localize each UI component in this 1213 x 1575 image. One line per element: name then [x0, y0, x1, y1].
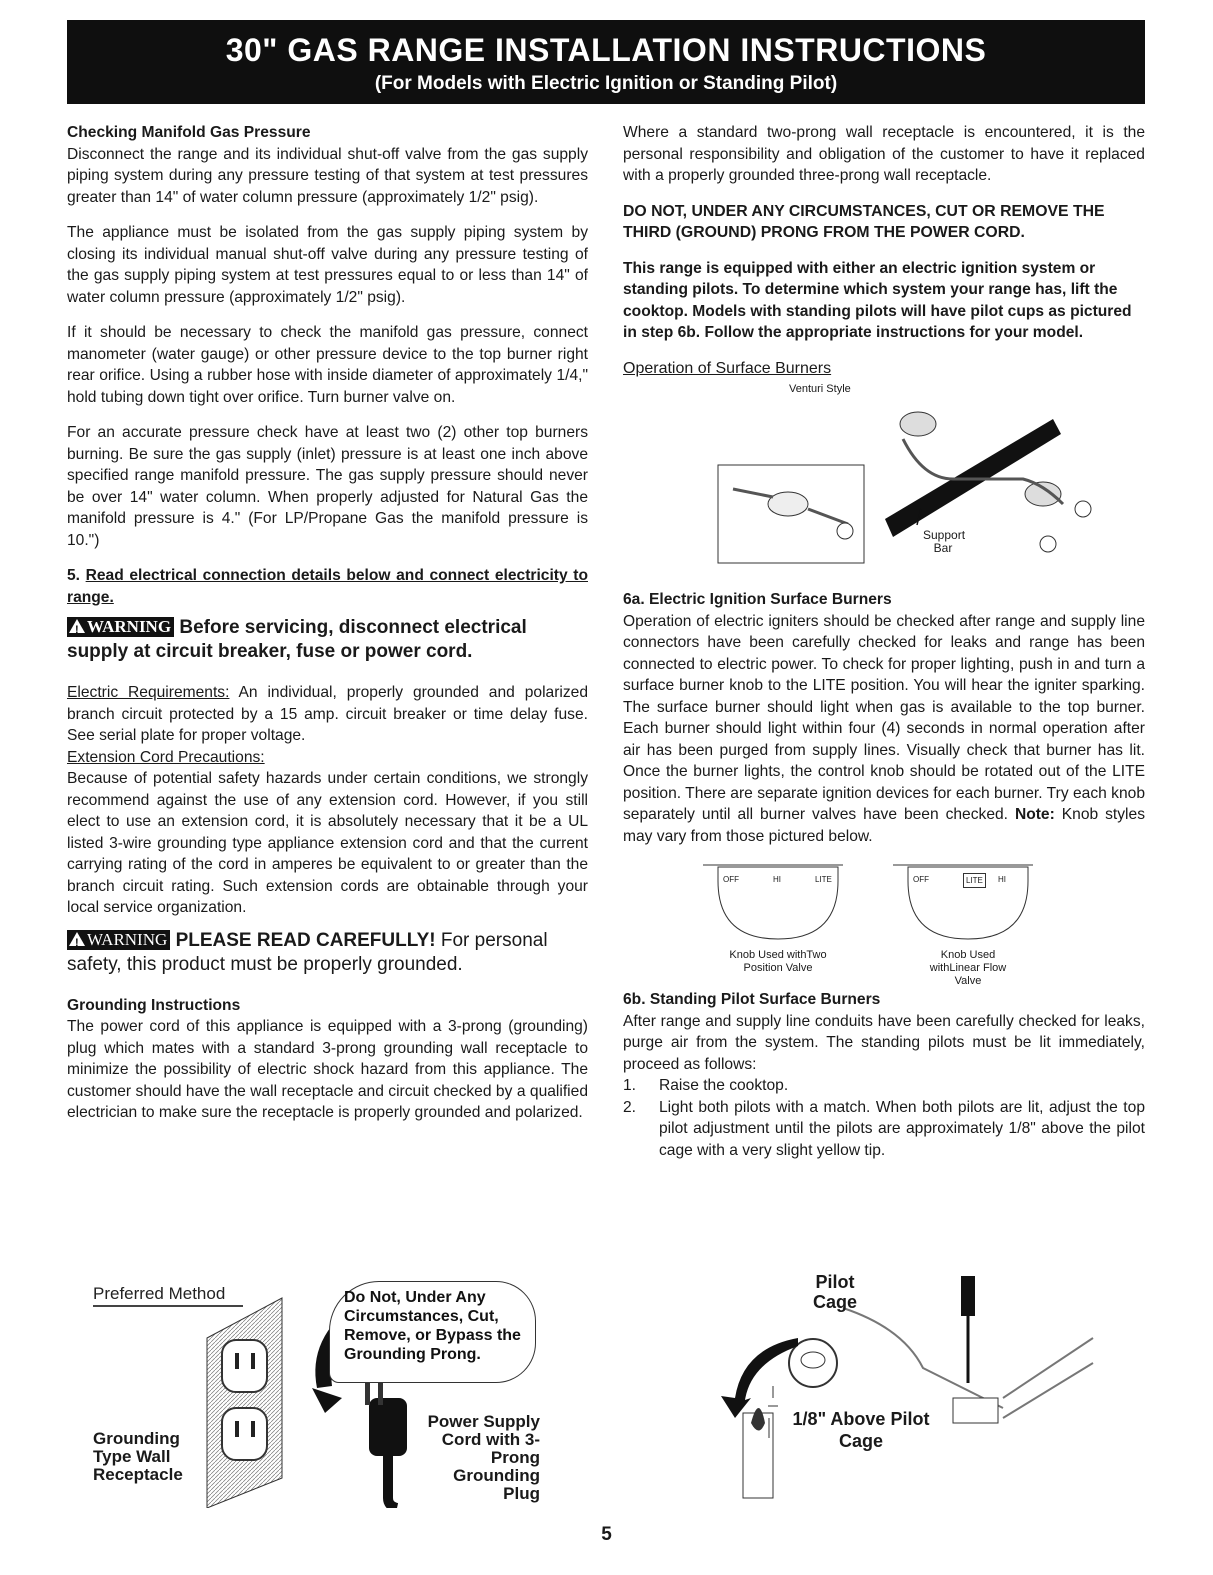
- warning-badge: ! WARNING: [67, 617, 174, 637]
- warning-2-text: For personal safety, this product must be properly grounded.: [67, 929, 548, 975]
- do-not-callout: [329, 1281, 536, 1383]
- paragraph-6a-text: Operation of electric igniters should be checked after range and supply line connectors have been carefully checked for leaks and range has been connected to electric power. To check for proper lighting, push in and turn a surface burner knob to the LITE position. You will hear the igniter sparking. The surface burner should light when gas is available to the top burner. Each burner should light within four (4) seconds in normal operation after air has been purged from supply lines. Visually check that burner has lit. Once the burner lights, the control knob should be rotated out of the LITE position. There are separate ignition devices for each burner. Try each knob separately until all burner valves have been checked.: [623, 612, 1145, 823]
- list-item: 2. Light both pilots with a match. When both pilots are lit, adjust the top pilot adjustment until the pilots are approximately 1/8" above the pilot cage with a very slight yellow tip.: [623, 1098, 1145, 1159]
- burner-figure: [623, 379, 1145, 589]
- knob2-hi: HI: [998, 875, 1006, 884]
- knob2-caption: Knob Used withLinear Flow Valve: [929, 949, 1007, 987]
- warning-triangle-icon: !: [69, 932, 85, 946]
- electric-requirements-text: An individual, properly grounded and polarized branch circuit protected by a 15 amp. circuit breaker or time delay fuse. See serial plate for proper voltage.: [67, 684, 588, 744]
- page-subtitle: (For Models with Electric Ignition or Standing Pilot): [374, 73, 838, 94]
- step-5-number: 5.: [67, 567, 81, 584]
- left-column: [67, 122, 588, 1138]
- page-title: 30" GAS RANGE INSTALLATION INSTRUCTIONS: [225, 32, 987, 68]
- note-text: Knob styles may vary from those pictured below.: [623, 806, 1145, 845]
- manifold-paragraph-2: The appliance must be isolated from the gas supply piping system by closing its individual manual shut-off valve during any pressure testing of the gas supply piping system at test pressures equal to or less than 14" of water column pressure (approximately 1/2" psig).: [67, 224, 588, 306]
- manifold-heading: Checking Manifold Gas Pressure: [67, 124, 311, 141]
- extension-cord-text: Because of potential safety hazards under certain conditions, we strongly recommend against the use of any extension cord. However, if you still elect to use an extension cord, it is absolutely necessary that it be a UL listed 3-wire grounding type appliance extension cord and that the current carrying rating of the cord in amperes be equivalent to or greater than the branch circuit rating. Such extension cords are obtainable through your local service organization.: [67, 770, 588, 916]
- pilot-illustration: [623, 1268, 1145, 1508]
- page-number: 5: [601, 1524, 612, 1545]
- venturi-label: Venturi Style: [789, 383, 851, 395]
- knob1-hi: HI: [773, 875, 781, 884]
- grounding-figure: [67, 1278, 588, 1508]
- knob-illustration: [623, 859, 1145, 989]
- preferred-method-label: Preferred Method: [93, 1284, 226, 1303]
- burner-illustration: [623, 379, 1145, 589]
- support-bar-label: Support Bar: [923, 528, 966, 555]
- step-5-text: Read electrical connection details below and connect electricity to range.: [67, 567, 588, 606]
- extension-cord-label: Extension Cord Precautions:: [67, 748, 265, 766]
- operation-heading: Operation of Surface Burners: [623, 359, 832, 377]
- electric-requirements-label: Electric Requirements:: [67, 684, 230, 701]
- manifold-paragraph-3: If it should be necessary to check the manifold gas pressure, connect manometer (water gauge) or other pressure device to the top burner right rear orifice. Using a rubber hose with inside diameter of approximately 1/4," hold tubing down tight over orifice. Turn burner valve on.: [67, 324, 588, 406]
- manifold-paragraph-1: Disconnect the range and its individual shut-off valve from the gas supply piping system during any pressure testing of that system at test pressures greater than 14" of water column pressure (approximately 1/2" psig).: [67, 145, 588, 206]
- list-item: 1. Raise the cooktop.: [623, 1077, 789, 1094]
- above-pilot-label: 1/8" Above Pilot Cage: [792, 1409, 930, 1451]
- heading-6a: 6a. Electric Ignition Surface Burners: [623, 591, 892, 608]
- heading-6b: 6b. Standing Pilot Surface Burners: [623, 991, 881, 1008]
- knob1-lite: LITE: [815, 875, 832, 884]
- grounding-text: The power cord of this appliance is equipped with a 3-prong (grounding) plug which mates with a standard 3-prong grounding wall receptacle to minimize the possibility of electric shock hazard from this appliance. The customer should have the wall receptacle and circuit checked by a qualified electrician to make sure the receptacle is properly grounded and polarized.: [67, 1018, 588, 1121]
- ignition-system-note: This range is equipped with either an electric ignition system or standing pilots. To determine which system your range has, lift the cooktop. Models with standing pilots will have pilot cups as pictured in step 6b. Follow the appropriate instructions for your model.: [623, 259, 1132, 341]
- paragraph-6a: [623, 611, 1145, 848]
- paragraph-6b: After range and supply line conduits have been carefully checked for leaks, purge air from the system. The standing pilots must be lit immediately, proceed as follows:: [623, 1012, 1145, 1073]
- do-not-text: Do Not, Under Any Circumstances, Cut, Remove, or Bypass the Grounding Prong.: [344, 1289, 521, 1363]
- two-prong-paragraph: Where a standard two-prong wall receptacle is encountered, it is the personal responsibility and obligation of the customer to have it replaced with a properly grounded three-prong wall receptacle.: [623, 124, 1145, 184]
- warning-triangle-icon: !: [69, 619, 85, 633]
- warning-2-bold: PLEASE READ CAREFULLY!: [175, 929, 436, 951]
- right-column: [623, 122, 1145, 1161]
- pilot-cage-label: Pilot Cage: [812, 1272, 857, 1312]
- warning-block-1: [67, 616, 588, 664]
- electric-requirements: [67, 682, 588, 747]
- warning-1-text: Before servicing, disconnect electrical supply at circuit breaker, fuse or power cord.: [67, 617, 527, 662]
- knob1-off: OFF: [723, 875, 739, 884]
- manifold-paragraph-4: For an accurate pressure check have at least two (2) other top burners burning. Be sure the gas supply (inlet) pressure is at least one inch above specified range manifold pressure. The gas supply pressure should never be over 14" water column. When properly adjusted for Natural Gas the manifold pressure is 4." (For LP/Propane Gas the manifold pressure is 10."): [67, 424, 588, 549]
- step-5: [67, 565, 588, 608]
- knob1-caption: Knob Used withTwo Position Valve: [729, 949, 827, 974]
- warning-badge: ! WARNING: [67, 930, 170, 950]
- plug-label: Power Supply Cord with 3-Prong Grounding Plug: [427, 1412, 540, 1503]
- knob2-off: OFF: [913, 875, 929, 884]
- do-not-cut-warning: DO NOT, UNDER ANY CIRCUMSTANCES, CUT OR REMOVE THE THIRD (GROUND) PRONG FROM THE POWER CORD.: [623, 202, 1105, 241]
- note-label: Note:: [1014, 806, 1055, 823]
- knob-figure: [623, 859, 1145, 989]
- grounding-heading: Grounding Instructions: [67, 996, 241, 1014]
- warning-block-2: [67, 929, 588, 977]
- pilot-figure: [623, 1268, 1145, 1508]
- receptacle-label: Grounding Type Wall Receptacle: [93, 1429, 183, 1484]
- title-banner: [67, 20, 1145, 104]
- pilot-steps: [623, 1075, 1145, 1161]
- knob2-lite: LITE: [963, 873, 986, 888]
